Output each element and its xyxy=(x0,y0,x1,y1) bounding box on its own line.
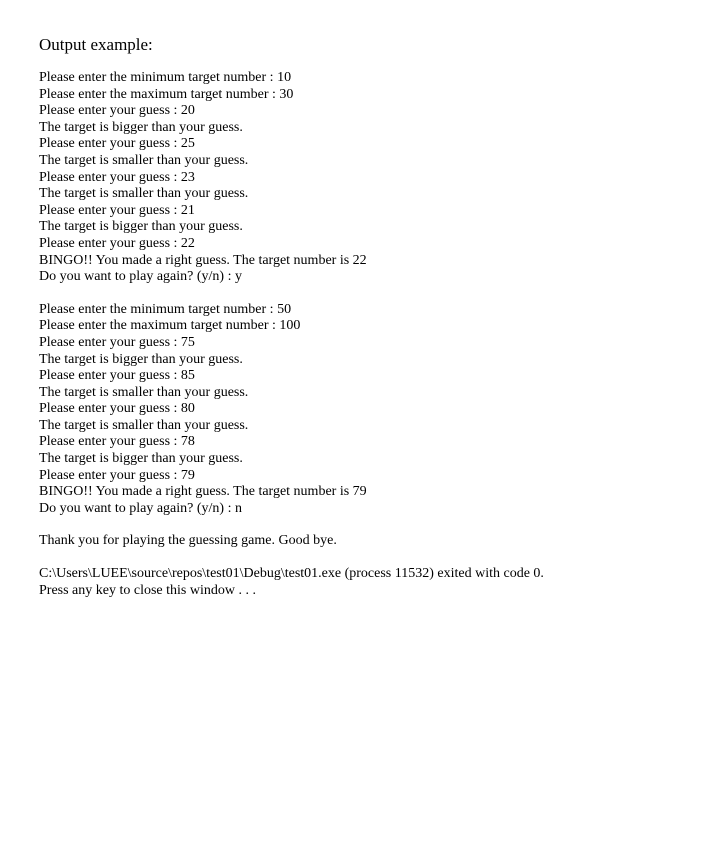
output-line: The target is bigger than your guess. xyxy=(39,119,243,135)
close-window-prompt: Press any key to close this window . . . xyxy=(39,582,256,598)
output-line: The target is smaller than your guess. xyxy=(39,417,249,433)
output-line: Please enter your guess : 21 xyxy=(39,202,195,218)
session-1-output xyxy=(39,70,699,286)
output-line: Please enter the minimum target number : 10 xyxy=(39,70,292,85)
output-example-heading: Output example: xyxy=(39,35,153,54)
output-line: Please enter your guess : 85 xyxy=(39,368,195,384)
output-line: Please enter your guess : 20 xyxy=(39,103,195,119)
exit-status-line: C:\Users\LUEE\source\repos\test01\Debug\test01.exe (process 11532) exited with code 0. xyxy=(39,566,544,582)
output-line: Please enter your guess : 25 xyxy=(39,136,195,152)
output-line: The target is bigger than your guess. xyxy=(39,219,243,235)
output-line: Please enter the minimum target number : 50 xyxy=(39,301,292,317)
output-line: Please enter the maximum target number : 100 xyxy=(39,318,301,334)
output-line: Please enter your guess : 78 xyxy=(39,434,195,450)
document-page xyxy=(39,34,699,615)
goodbye-message: Thank you for playing the guessing game. Good bye. xyxy=(39,533,337,549)
process-exit-output xyxy=(39,566,699,599)
output-line: Do you want to play again? (y/n) : n xyxy=(39,500,242,516)
output-line: The target is bigger than your guess. xyxy=(39,351,243,367)
output-line: Please enter your guess : 79 xyxy=(39,467,195,483)
output-line: BINGO!! You made a right guess. The target number is 22 xyxy=(39,252,367,268)
session-2-output xyxy=(39,302,699,518)
output-line: BINGO!! You made a right guess. The target number is 79 xyxy=(39,484,367,500)
output-line: The target is smaller than your guess. xyxy=(39,384,249,400)
output-line: Please enter your guess : 75 xyxy=(39,334,195,350)
output-line: Please enter the maximum target number : 30 xyxy=(39,86,294,102)
output-line: The target is smaller than your guess. xyxy=(39,152,249,168)
output-line: Please enter your guess : 23 xyxy=(39,169,195,185)
output-line: Please enter your guess : 22 xyxy=(39,235,195,251)
output-line: The target is bigger than your guess. xyxy=(39,451,243,467)
output-line: Do you want to play again? (y/n) : y xyxy=(39,269,242,285)
output-line: Please enter your guess : 80 xyxy=(39,401,195,417)
output-line: The target is smaller than your guess. xyxy=(39,186,249,202)
